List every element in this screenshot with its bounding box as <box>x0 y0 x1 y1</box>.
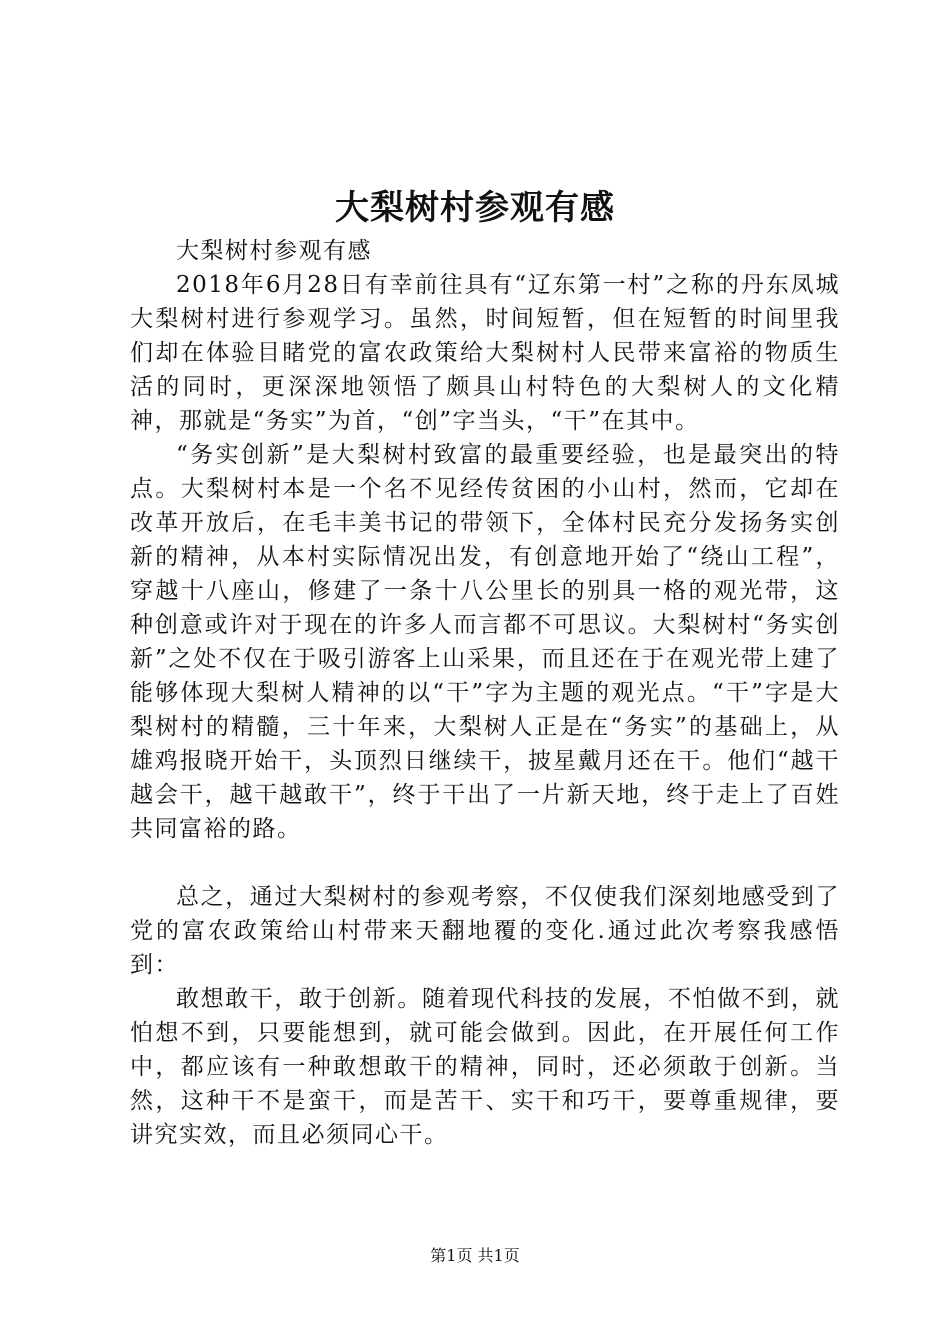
paragraph-subtitle: 大梨树村参观有感 <box>176 238 372 264</box>
paragraph-conclusion: 总之，通过大梨树村的参观考察，不仅使我们深刻地感受到了党的富农政策给山村带来天翻地覆的变化.通过此次考察我感悟到： <box>130 884 840 978</box>
paragraph-insight: 敢想敢干，敢于创新。随着现代科技的发展，不怕做不到，就怕想不到，只要能想到，就可能会做到。因此，在开展任何工作中，都应该有一种敢想敢干的精神，同时，还必须敢于创新。当然，这种干不是蛮干，而是苦干、实干和巧干，要尊重规律，要讲究实效，而且必须同心干。 <box>130 986 840 1148</box>
document-body <box>130 234 840 1152</box>
paragraph-innovation: “务实创新”是大梨树村致富的最重要经验，也是最突出的特点。大梨树村本是一个名不见经传贫困的小山村，然而，它却在改革开放后，在毛丰美书记的带领下，全体村民充分发扬务实创新的精神，从本村实际情况出发，有创意地开始了“绕山工程”，穿越十八座山，修建了一条十八公里长的别具一格的观光带，这种创意或许对于现在的许多人而言都不可思议。大梨树村“务实创新”之处不仅在于吸引游客上山采果，而且还在于在观光带上建了能够体现大梨树人精神的以“干”字为主题的观光点。“干”字是大梨树村的精髓，三十年来，大梨树人正是在“务实”的基础上，从雄鸡报晓开始干，头顶烈日继续干，披星戴月还在干。他们“越干越会干，越干越敢干”，终于干出了一片新天地，终于走上了百姓共同富裕的路。 <box>130 442 840 842</box>
paragraph-visit: 2018年6月28日有幸前往具有“辽东第一村”之称的丹东凤城大梨树村进行参观学习。虽然，时间短暂，但在短暂的时间里我们却在体验目睹党的富农政策给大梨树村人民带来富裕的物质生活的同时，更深深地领悟了颇具山村特色的大梨树人的文化精神，那就是“务实”为首，“创”字当头，“干”在其中。 <box>130 272 840 434</box>
document-title: 大梨树村参观有感 <box>335 188 615 228</box>
page-footer: 第1页 共1页 <box>430 1246 520 1265</box>
